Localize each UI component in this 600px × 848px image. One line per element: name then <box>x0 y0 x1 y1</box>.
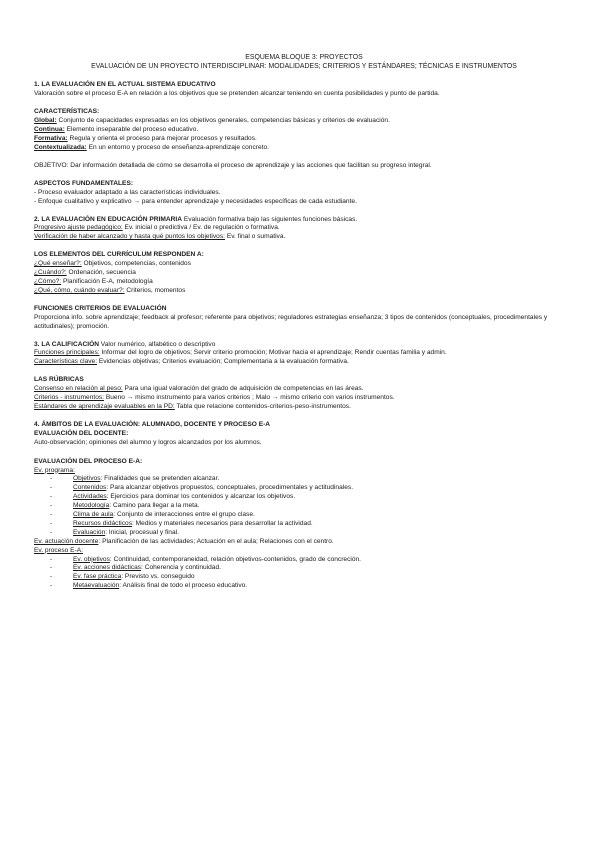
rubricas-heading: LAS RÚBRICAS <box>34 376 84 384</box>
desc: Evidencias objetivas; Criterios evaluación; Complementaria a la evaluación formativa. <box>97 358 349 366</box>
section-3-heading: 3. LA CALIFICACIÓN <box>34 340 99 348</box>
objetivo-text: OBJETIVO: Dar información detallada de cómo se desarrolla el proceso de aprendizaje y las acciones que facilitan su progreso integral. <box>34 161 432 169</box>
document-title <box>34 54 574 72</box>
elemento-item <box>34 278 574 287</box>
term: ¿Cuándo?: <box>34 269 67 277</box>
title-line-2: EVALUACIÓN DE UN PROYECTO INTERDISCIPLINAR: MODALIDADES; CRITERIOS Y ESTÁNDARES; TÉCNICAS E INSTRUMENTOS <box>91 62 517 70</box>
desc: Tabla que relacione contenidos-criterios-peso-instrumentos. <box>174 402 351 410</box>
term: Funciones principales: <box>34 349 100 357</box>
list-item <box>34 511 574 520</box>
desc: : Análisis final de todo el proceso educativo. <box>119 582 248 590</box>
section-3-item <box>34 349 574 358</box>
rubrica-item <box>34 394 574 403</box>
elemento-item <box>34 269 574 278</box>
desc: Informar del logro de objetivos; Servir criterio promoción; Motivar hacia el aprendizaje; Rendir cuentas familia y admin. <box>99 349 447 357</box>
section-3-item <box>34 358 574 367</box>
term: Criterios - instrumentos: <box>34 394 104 402</box>
term: Recursos didácticos <box>73 519 133 527</box>
list-item <box>34 582 574 591</box>
elementos-heading: LOS ELEMENTOS DEL CURRÍCULUM RESPONDEN A: <box>34 251 204 259</box>
term: Clima de aula <box>73 511 114 519</box>
desc: : Inicial, procesual y final. <box>105 528 179 536</box>
funciones-criterios <box>34 305 574 332</box>
aspecto-item: - Enfoque cualitativo y explicativo → para entender aprendizaje y necesidades específicas de cada estudiante. <box>34 197 357 205</box>
desc: : Coherencia y continuidad. <box>141 564 221 572</box>
desc: Ev. inicial o predictiva / Ev. de regulación o formativa. <box>122 224 280 232</box>
term: Ev. objetivos <box>73 555 110 563</box>
term: Evaluación <box>73 528 106 536</box>
section-2 <box>34 216 574 243</box>
list-item <box>34 556 574 565</box>
section-2-item <box>34 224 574 233</box>
section-2-heading: 2. LA EVALUACIÓN EN EDUCACIÓN PRIMARIA <box>34 215 182 223</box>
actuacion-docente <box>34 538 574 547</box>
section-3-heading-line <box>34 341 574 350</box>
caracteristicas-heading: CARACTERÍSTICAS: <box>34 108 100 116</box>
term: ¿Qué enseñar?: <box>34 260 82 268</box>
section-4 <box>34 421 574 448</box>
caracteristica-item <box>34 144 574 153</box>
section-1-heading: 1. LA EVALUACIÓN EN EL ACTUAL SISTEMA EDUCATIVO <box>34 80 216 88</box>
list-item <box>34 493 574 502</box>
caracteristica-item <box>34 135 574 144</box>
list-item <box>34 573 574 582</box>
term: Verificación de haber alcanzado y hasta qué puntos los objetivos: <box>34 233 225 241</box>
desc: : Ejercicios para dominar los contenidos y alcanzar los objetivos. <box>106 493 296 501</box>
term: Contenidos <box>73 484 107 492</box>
section-3 <box>34 341 574 368</box>
rubrica-item <box>34 403 574 412</box>
desc: : Conjunto de interacciones entre el grupo clase. <box>113 511 255 519</box>
term: Contextualizada: <box>34 144 87 152</box>
term: Progresivo ajuste pedagógico: <box>34 224 123 232</box>
desc: Regula y orienta el proceso para mejorar procesos y resultados. <box>67 135 257 143</box>
desc: : Camino para llegar a la meta. <box>109 502 200 510</box>
desc: En un entorno y proceso de enseñanza-aprendizaje concreto. <box>86 144 269 152</box>
section-2-heading-line <box>34 216 574 225</box>
document-page <box>34 54 574 591</box>
section-1-text: Valoración sobre el proceso E-A en relación a los objetivos que se pretenden alcanzar teniendo en cuenta posibilidades y punto de partida. <box>34 89 440 97</box>
term: Estándares de aprendizaje evaluables en la PD: <box>34 402 175 410</box>
desc: Criterios, momentos <box>124 286 186 294</box>
section-4-heading: 4. ÁMBITOS DE LA EVALUACIÓN: ALUMNADO, DOCENTE Y PROCESO E-A <box>34 420 271 428</box>
term: Metodología <box>73 502 110 510</box>
list-item <box>34 520 574 529</box>
aspectos <box>34 180 574 207</box>
rubricas <box>34 376 574 412</box>
programa-heading: Ev. programa: <box>34 466 75 474</box>
objetivo <box>34 162 574 171</box>
desc: Objetivos, competencias, contenidos <box>81 260 191 268</box>
term: ¿Cómo?: <box>34 278 62 285</box>
procesoea-heading: Ev. proceso E-A: <box>34 546 83 554</box>
elemento-item <box>34 287 574 296</box>
desc: : Medios y materiales necesarios para desarrollar la actividad. <box>132 519 313 527</box>
rubrica-item <box>34 385 574 394</box>
section-1 <box>34 81 574 99</box>
desc: : Finalidades que se pretenden alcanzar. <box>100 475 220 483</box>
title-line-1: ESQUEMA BLOQUE 3: PROYECTOS <box>245 54 363 61</box>
desc: Ev. final o sumativa. <box>224 233 286 241</box>
term: Formativa: <box>34 135 68 143</box>
term: Actividades <box>73 493 107 501</box>
programa-list <box>34 475 574 537</box>
term: Metaevaluación <box>73 582 120 590</box>
term: Global: <box>34 117 57 125</box>
term: Características clave: <box>34 358 98 366</box>
list-item <box>34 484 574 493</box>
procesoea-list <box>34 556 574 592</box>
list-item <box>34 529 574 538</box>
term: Ev. acciones didácticas <box>73 564 142 572</box>
desc: Conjunto de capacidades expresadas en los objetivos generales, competencias básicas y criterios de evaluación. <box>56 117 390 125</box>
desc: : Previsto vs. conseguido <box>121 573 195 581</box>
list-item <box>34 564 574 573</box>
desc: : Continuidad, contemporaneidad, relación objetivos-contenidos, grado de concreción. <box>109 555 361 563</box>
desc: : Para alcanzar objetivos propuestos, conceptuales, procedimentales y actitudinales. <box>106 484 354 492</box>
desc: : Planificación de las actividades; Actuación en el aula; Relaciones con el centro. <box>98 537 334 545</box>
aspecto-item: - Proceso evaluador adaptado a las características individuales. <box>34 188 221 196</box>
aspectos-heading: ASPECTOS FUNDAMENTALES: <box>34 179 134 187</box>
list-item <box>34 502 574 511</box>
proceso-ea <box>34 458 574 592</box>
desc: Planificación E-A, metodología <box>61 278 153 285</box>
desc: Bueno → mismo instrumento para varios criterios ; Malo → mismo criterio con varios instrumentos. <box>104 394 395 402</box>
docente-heading: EVALUACIÓN DEL DOCENTE: <box>34 429 129 437</box>
term: Consenso en relación al peso: <box>34 385 123 393</box>
section-2-item <box>34 233 574 242</box>
caracteristica-item <box>34 126 574 135</box>
section-2-heading-rest: Evaluación formativa bajo las siguientes funciones básicas. <box>182 215 358 223</box>
term: Objetivos <box>73 475 101 483</box>
desc: Para una igual valoración del grado de adquisición de competencias en las áreas. <box>122 385 364 393</box>
caracteristica-item <box>34 117 574 126</box>
funciones-text: Proporciona info. sobre aprendizaje; feedback al profesor; referente para objetivos; reguladores estrategias enseñanza; 3 tipos de contenidos (conceptuales, procedimentales y actitudinales); promoción. <box>34 313 548 330</box>
docente-text: Auto-observación; opiniones del alumno y logros alcanzados por los alumnos. <box>34 438 262 446</box>
list-item <box>34 475 574 484</box>
elementos-curriculum <box>34 251 574 296</box>
elemento-item <box>34 260 574 269</box>
term: ¿Qué, cómo, cuándo evaluar?: <box>34 286 125 294</box>
term: Ev. actuación docente <box>34 537 99 545</box>
desc: Elemento inseparable del proceso educativo. <box>64 126 199 134</box>
term: Continua: <box>34 126 65 134</box>
proceso-heading: EVALUACIÓN DEL PROCESO E-A: <box>34 457 143 465</box>
caracteristicas <box>34 108 574 153</box>
term: Ev. fase práctica <box>73 573 122 581</box>
section-3-heading-rest: Valor numérico, alfabético o descriptivo <box>98 340 216 348</box>
desc: Ordenación, secuencia <box>66 269 136 277</box>
funciones-heading: FUNCIONES CRITERIOS DE EVALUACIÓN <box>34 304 167 312</box>
